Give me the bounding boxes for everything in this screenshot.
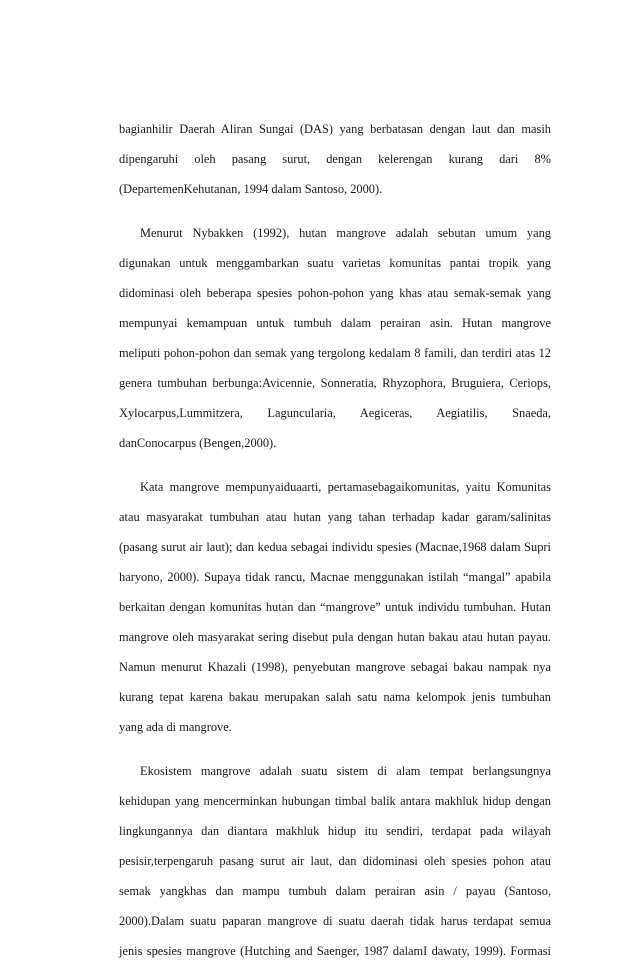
text-line: mempunyai kemampuan untuk tumbuh dalam perairan asin. Hutan mangrove xyxy=(119,316,551,330)
text-line: Namun menurut Khazali (1998), penyebutan mangrove sebagai bakau nampak nya xyxy=(119,660,551,674)
text-line: kehidupan yang mencerminkan hubungan timbal balik antara makhluk hidup dengan xyxy=(119,794,551,808)
text-line: mangrove oleh masyarakat sering disebut pula dengan hutan bakau atau hutan payau. xyxy=(119,630,551,644)
text-line: 2000).Dalam suatu paparan mangrove di suatu daerah tidak harus terdapat semua xyxy=(119,914,551,928)
body-text xyxy=(119,114,551,966)
text-line: (pasang surut air laut); dan kedua sebagai individu spesies (Macnae,1968 dalam Supri xyxy=(119,540,551,554)
text-line: berkaitan dengan komunitas hutan dan “mangrove” untuk individu tumbuhan. Hutan xyxy=(119,600,551,614)
text-line: genera tumbuhan berbunga:Avicennie, Sonneratia, Rhyzophora, Bruguiera, Ceriops, xyxy=(119,376,551,390)
text-line: didominasi oleh beberapa spesies pohon-pohon yang khas atau semak-semak yang xyxy=(119,286,551,300)
text-line: jenis spesies mangrove (Hutching and Saenger, 1987 dalamI dawaty, 1999). Formasi xyxy=(119,944,551,958)
text-line: semak yangkhas dan mampu tumbuh dalam perairan asin / payau (Santoso, xyxy=(119,884,551,898)
paragraph-2 xyxy=(119,218,551,458)
text-line: lingkungannya dan diantara makhluk hidup itu sendiri, terdapat pada wilayah xyxy=(119,824,551,838)
text-line: digunakan untuk menggambarkan suatu varietas komunitas pantai tropik yang xyxy=(119,256,551,270)
text-line: Ekosistem mangrove adalah suatu sistem di alam tempat berlangsungnya xyxy=(140,764,551,778)
paragraph-3 xyxy=(119,472,551,742)
text-line: haryono, 2000). Supaya tidak rancu, Macnae menggunakan istilah “mangal” apabila xyxy=(119,570,551,584)
text-line: Menurut Nybakken (1992), hutan mangrove adalah sebutan umum yang xyxy=(140,226,551,240)
text-line: (DepartemenKehutanan, 1994 dalam Santoso, 2000). xyxy=(119,182,383,196)
text-line: meliputi pohon-pohon dan semak yang tergolong kedalam 8 famili, dan terdiri atas 12 xyxy=(119,346,551,360)
paragraph-1 xyxy=(119,114,551,204)
text-line: dipengaruhi oleh pasang surut, dengan kelerengan kurang dari 8% xyxy=(119,152,551,166)
text-line: atau masyarakat tumbuhan atau hutan yang tahan terhadap kadar garam/salinitas xyxy=(119,510,551,524)
paragraph-4 xyxy=(119,756,551,966)
text-line: bagianhilir Daerah Aliran Sungai (DAS) yang berbatasan dengan laut dan masih xyxy=(119,122,551,136)
text-line: Kata mangrove mempunyaiduaarti, pertamasebagaikomunitas, yaitu Komunitas xyxy=(140,480,551,494)
text-line: Xylocarpus,Lummitzera, Laguncularia, Aegiceras, Aegiatilis, Snaeda, xyxy=(119,406,551,420)
text-line: yang ada di mangrove. xyxy=(119,720,232,734)
text-line: kurang tepat karena bakau merupakan salah satu nama kelompok jenis tumbuhan xyxy=(119,690,551,704)
text-line: pesisir,terpengaruh pasang surut air laut, dan didominasi oleh spesies pohon atau xyxy=(119,854,551,868)
text-line: danConocarpus (Bengen,2000). xyxy=(119,436,277,450)
